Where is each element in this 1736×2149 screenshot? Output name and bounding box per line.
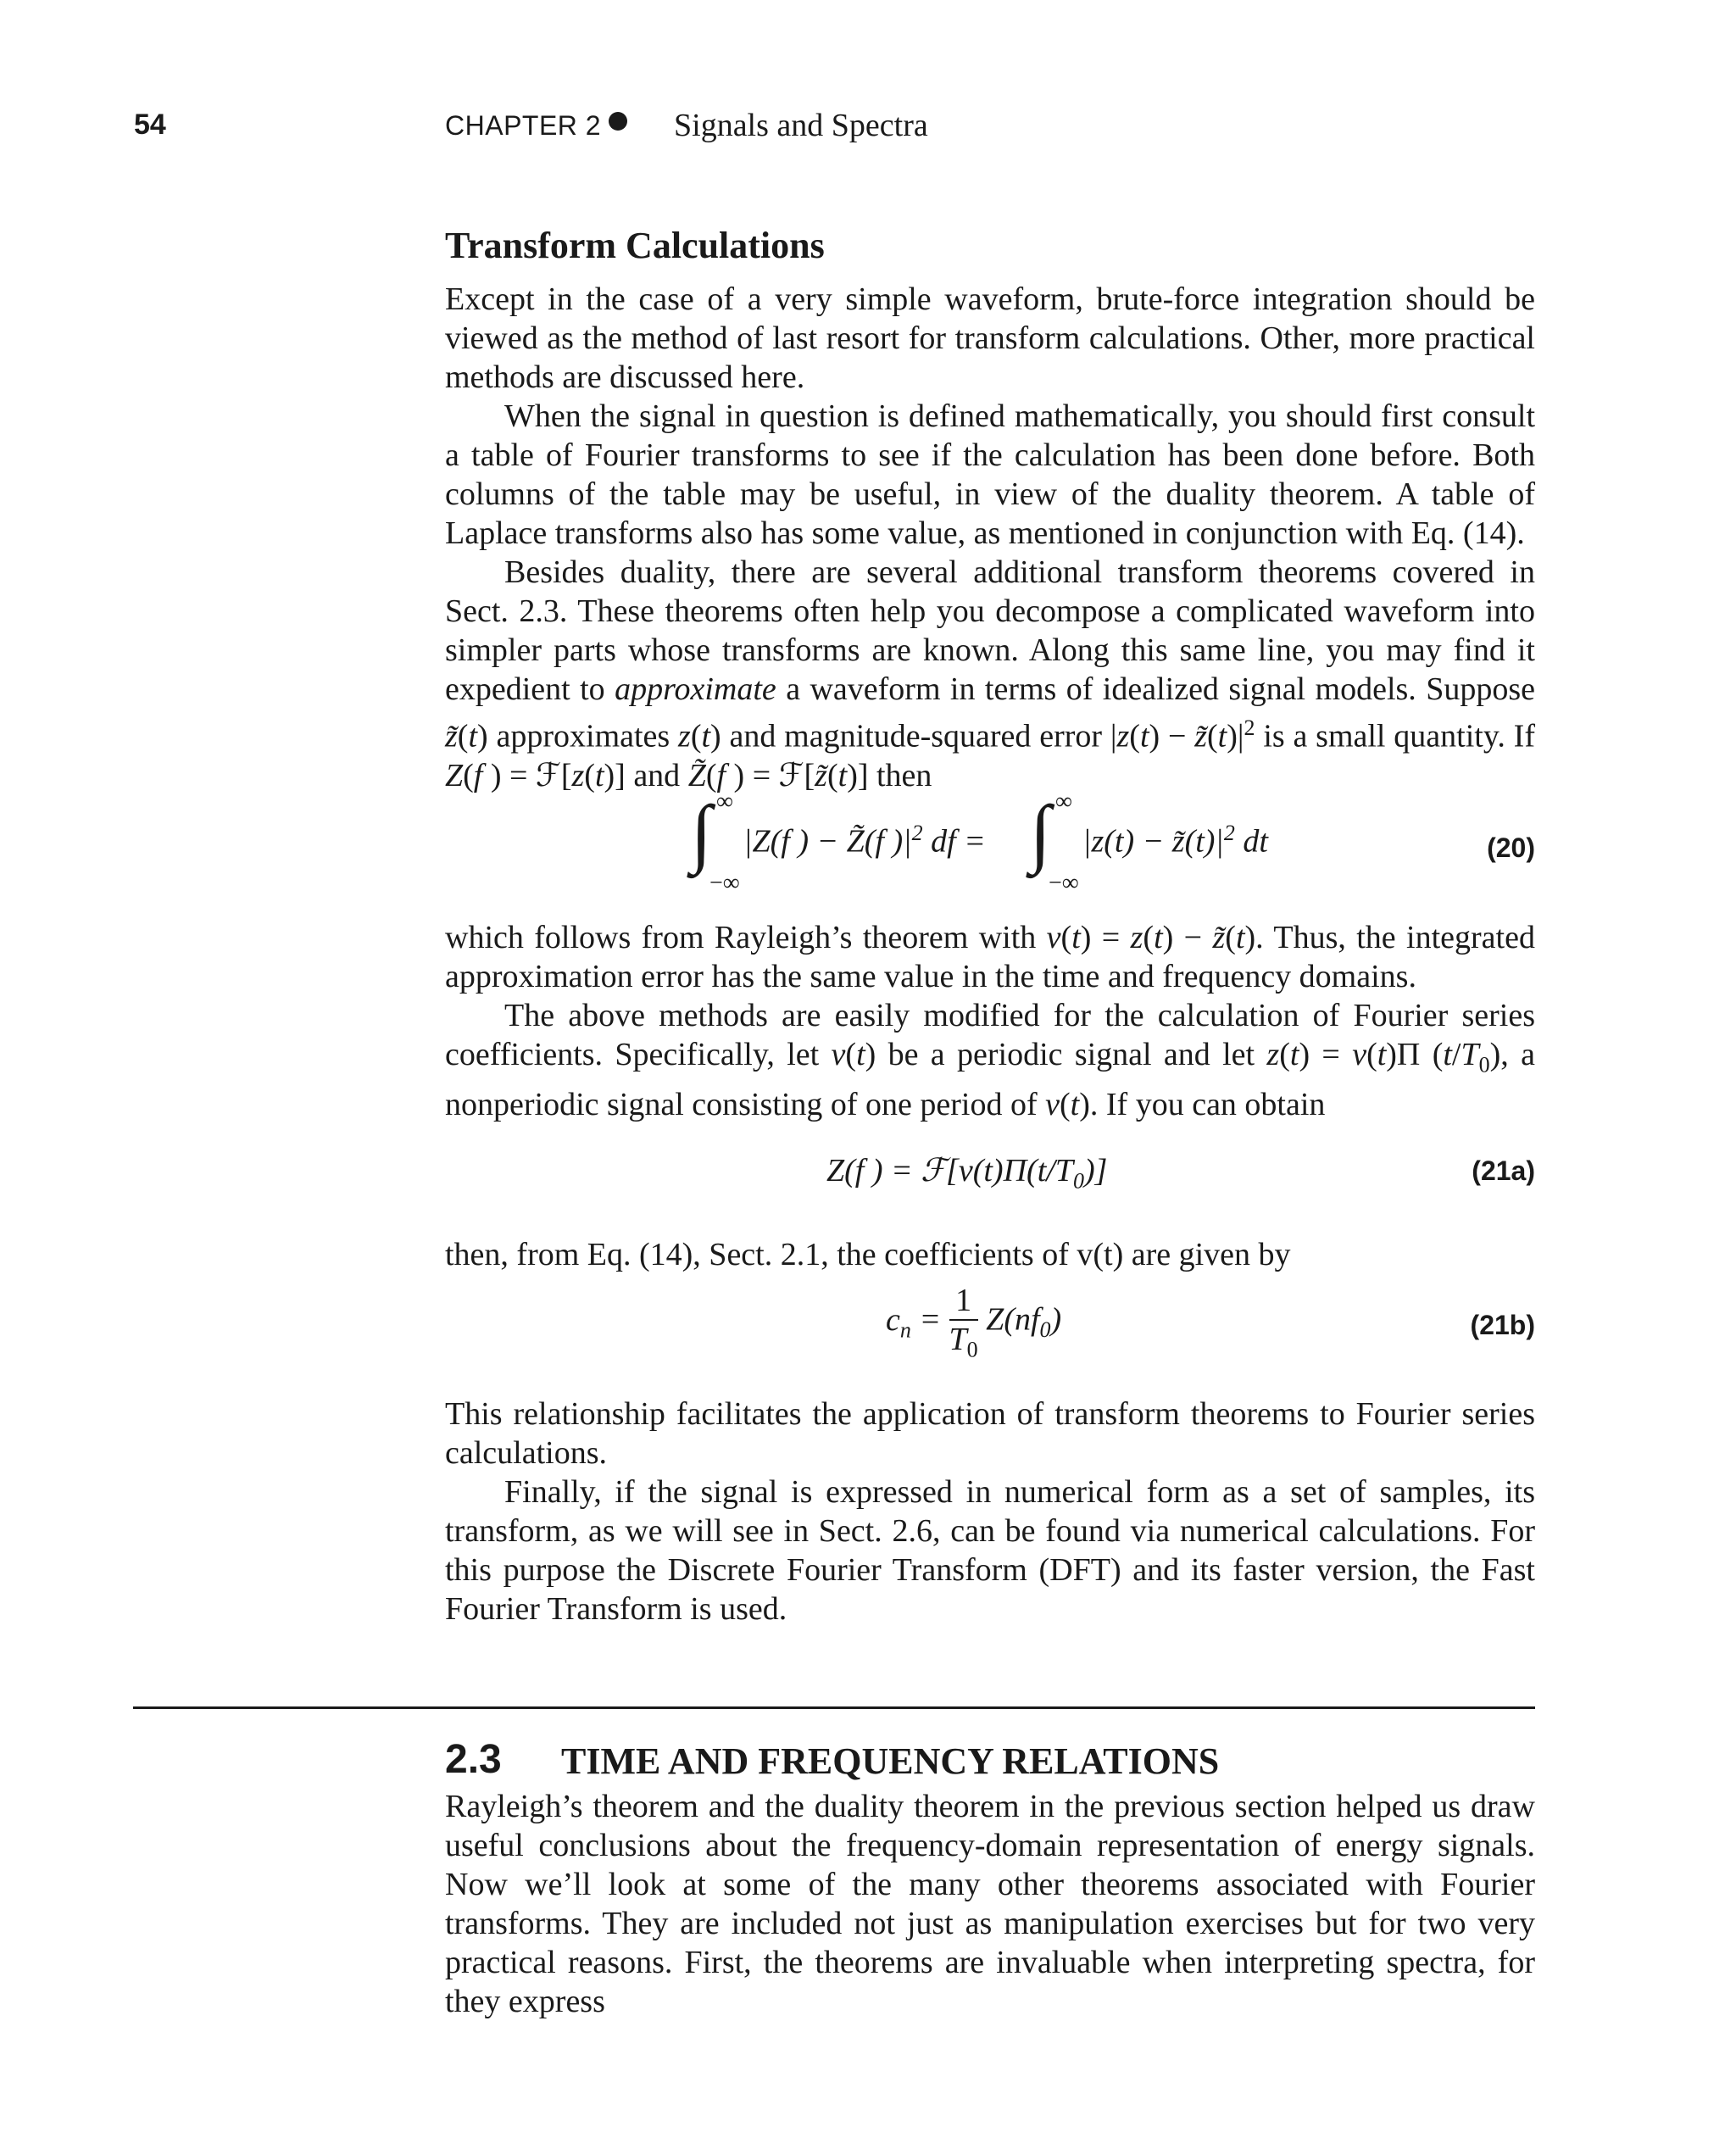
equation-21b: $c_n$ = $\frac{1}{T_0}$ $Z(nf_0)$ — [886, 1283, 1062, 1362]
paragraph: This relationship facilitates the application of transform theorems to Fourier series calculations. — [445, 1396, 1535, 1471]
section-number: 2.3 — [445, 1737, 502, 1782]
equation-21b-number: (21b) — [1470, 1310, 1535, 1340]
paragraph: Rayleigh’s theorem and the duality theorem in the previous section helped us draw useful conclusions about the frequency-domain representation of energy signals. Now we’ll look at some of the many other theorems associated with Fourier transforms. They are included not just as manipulation exercises but for two very practical reasons. First, the theorems are invaluable when interpreting spectra, for they express — [445, 1789, 1535, 2019]
equation-20: ∫ ∞ −∞ |Z(f ) − Z̃(f )$|^2$ df = ∫ ∞ −∞ $|z(t) - z̃(t)|^2$ dt — [691, 788, 1268, 896]
chapter-label: CHAPTER 2 — [445, 110, 602, 141]
equation-21a-number: (21a) — [1472, 1155, 1535, 1186]
paragraph: When the signal in question is defined mathematically, you should first consult a table of Fourier transforms to see if the calculation has been done before. Both columns of the table may be useful, in view of the duality theorem. A table of Laplace transforms also has some value, as mentioned in conjunction with Eq. (14). — [445, 398, 1535, 551]
subsection-title: Transform Calculations — [445, 225, 825, 266]
paragraph: which follows from Rayleigh’s theorem with v(t) = z(t) − z̃(t). Thus, the integrated approximation error has the same value in the time and frequency domains. — [445, 920, 1535, 994]
section-title: TIME AND FREQUENCY RELATIONS — [561, 1740, 1220, 1782]
equation-20-number: (20) — [1487, 832, 1535, 863]
text-block-2 — [445, 918, 1535, 1124]
bullet-separator — [609, 112, 627, 131]
paragraph: Finally, if the signal is expressed in numerical form as a set of samples, its transform, as we will see in Sect. 2.6, can be found via numerical calculations. For this purpose the Discrete Fourier Transform (DFT) and its faster version, the Fast Fourier Transform is used. — [445, 1474, 1535, 1627]
text-block-4 — [445, 1395, 1535, 1628]
text-block-3 — [445, 1235, 1535, 1274]
equation-21a: Z(f ) = $ℱ[v(t)\Pi(t/T_0)]$ — [826, 1153, 1108, 1194]
paragraph: then, from Eq. (14), Sect. 2.1, the coefficients of v(t) are given by — [445, 1237, 1291, 1272]
text-block-5 — [445, 1787, 1535, 2021]
page-number: 54 — [134, 109, 166, 141]
paragraph: Besides duality, there are several additional transform theorems covered in Sect. 2.3. These theorems often help you decompose a complicated waveform into simpler parts whose transforms are known. Along this same line, you may find it expedient to approximate a waveform in terms of idealized signal models. Suppose z̃(t) approximates z(t) and magnitude-squared error $|z(t) - z̃(t)|^2$ is a small quantity. If Z(f ) = ℱ[z(t)] and Z̃(f ) = ℱ[z̃(t)] then — [445, 554, 1535, 793]
section-divider — [133, 1706, 1535, 1709]
paragraph: The above methods are easily modified for the calculation of Fourier series coefficients. Specifically, let v(t) be a periodic signal and let z(t) = v(t)Π $(t/T_0)$, a nonperiodic signal consisting of one period of v(t). If you can obtain — [445, 998, 1535, 1122]
chapter-title: Signals and Spectra — [674, 108, 928, 143]
paragraph: Except in the case of a very simple waveform, brute-force integration should be viewed as the method of last resort for transform calculations. Other, more practical methods are discussed here. — [445, 281, 1535, 395]
text-block-1 — [445, 280, 1535, 795]
